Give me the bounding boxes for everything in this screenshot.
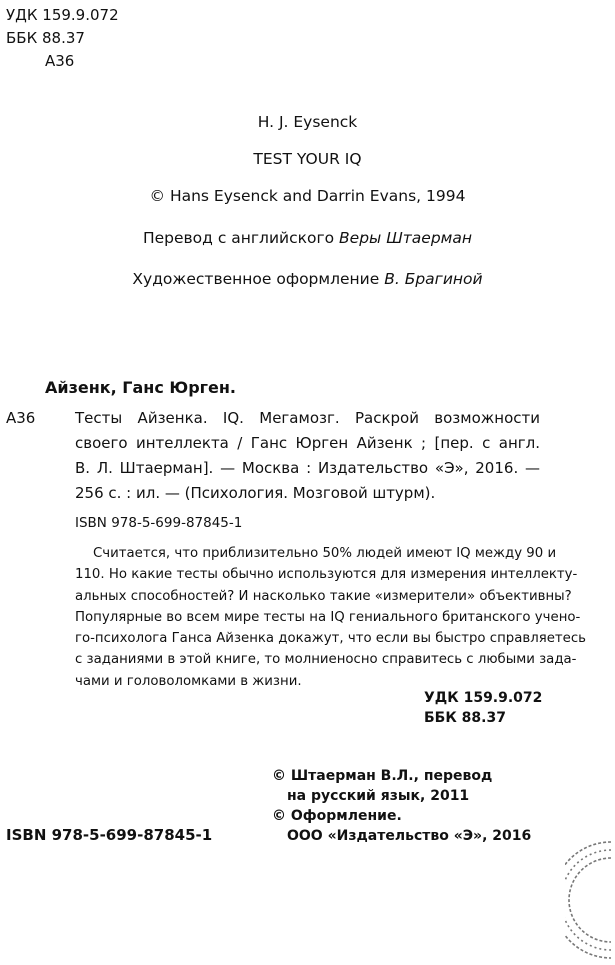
annotation-line: с заданиями в этой книге, то молниеносно справитесь с любыми зада-	[75, 652, 577, 668]
annotation-line: чами и головоломками в жизни.	[75, 673, 302, 689]
rights-block	[272, 766, 531, 846]
rights-line: на русский язык, 2011	[287, 788, 470, 804]
entry-line: В. Л. Штаерман]. — Москва : Издательство «Э», 2016. —	[75, 459, 540, 477]
entry-description	[75, 406, 540, 506]
annotation-line: альных способностей? И насколько такие «измерители» объективны?	[75, 588, 572, 604]
rights-line: © Оформление.	[272, 808, 402, 824]
entry-line: Тесты Айзенка. IQ. Мегамозг. Раскрой возможности	[75, 409, 540, 427]
annotation-line: го-психолога Ганса Айзенка докажут, что если вы быстро справляетесь	[75, 631, 586, 647]
translation-credit	[0, 229, 615, 247]
entry-line: своего интеллекта / Ганс Юрген Айзенк ; [пер. с англ.	[75, 434, 540, 452]
annotation-line: Популярные во всем мире тесты на IQ гениального британского учено-	[75, 609, 581, 625]
annotation	[75, 543, 586, 692]
annotation-line: 110. Но какие тесты обычно используются для измерения интеллекту-	[75, 567, 578, 583]
translation-label: Перевод с английского	[142, 229, 335, 247]
footer-bbk: ББК 88.37	[424, 710, 506, 726]
footer-udk: УДК 159.9.072	[424, 690, 543, 706]
design-credit	[0, 270, 615, 288]
translator-name: Веры Штаерман	[339, 229, 473, 247]
rights-line: © Штаерман В.Л., перевод	[272, 768, 493, 784]
rights-line: ООО «Издательство «Э», 2016	[287, 828, 532, 844]
annotation-line: Считается, что приблизительно 50% людей имеют IQ между 90 и	[93, 546, 557, 561]
entry-heading: Айзенк, Ганс Юрген.	[45, 378, 236, 397]
original-copyright: © Hans Eysenck and Darrin Evans, 1994	[149, 187, 466, 205]
bbk-code: ББК 88.37	[6, 29, 85, 47]
bottom-isbn: ISBN 978-5-699-87845-1	[6, 826, 213, 844]
original-author: H. J. Eysenck	[257, 113, 358, 131]
entry-mark: А36	[6, 409, 36, 427]
entry-line: 256 с. : ил. — (Психология. Мозговой штурм).	[75, 484, 436, 502]
original-title: TEST YOUR IQ	[253, 150, 362, 168]
entry-isbn: ISBN 978-5-699-87845-1	[75, 515, 243, 531]
author-mark: А36	[45, 52, 75, 70]
design-label: Художественное оформление	[132, 270, 380, 288]
binding-holes-decoration	[565, 840, 615, 960]
udk-code: УДК 159.9.072	[6, 6, 119, 24]
designer-name: В. Брагиной	[384, 270, 483, 288]
